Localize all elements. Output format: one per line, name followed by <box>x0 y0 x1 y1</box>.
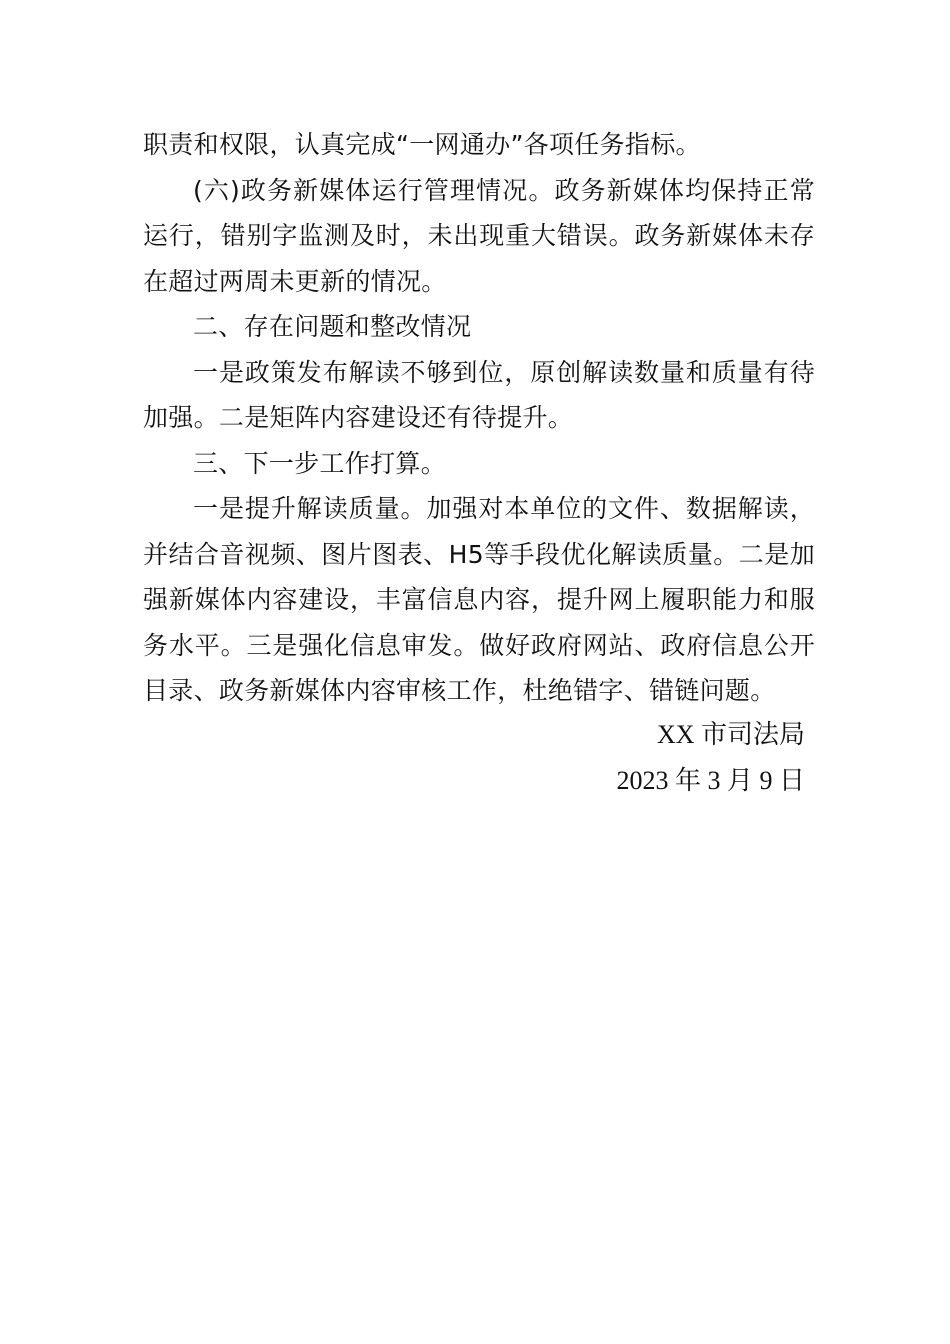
document-body <box>143 122 815 714</box>
section-heading-problems: 二、存在问题和整改情况 <box>193 312 472 341</box>
signature-organization: XX 市司法局 <box>656 720 805 749</box>
section-heading-next-steps: 三、下一步工作打算。 <box>193 448 447 478</box>
paragraph-continuation: 职责和权限，认真完成“一网通办”各项任务指标。 <box>143 130 701 159</box>
signature-date: 2023 年 3 月 9 日 <box>616 766 805 795</box>
paragraph-next-steps: 一是提升解读质量。加强对本单位的文件、数据解读，并结合音视频、图片图表、H5等手段优化解读质量。二是加强新媒体内容建设，丰富信息内容，提升网上履职能力和服务水平。三是强化信息审发。做好政府网站、政府信息公开目录、政务新媒体内容审核工作，杜绝错字、错链问题。 <box>143 494 815 705</box>
paragraph-new-media-status: (六)政务新媒体运行管理情况。政务新媒体均保持正常运行，错别字监测及时，未出现重大错误。政务新媒体未存在超过两周未更新的情况。 <box>143 175 815 296</box>
paragraph-problems: 一是政策发布解读不够到位，原创解读数量和质量有待加强。二是矩阵内容建设还有待提升。 <box>143 357 815 432</box>
